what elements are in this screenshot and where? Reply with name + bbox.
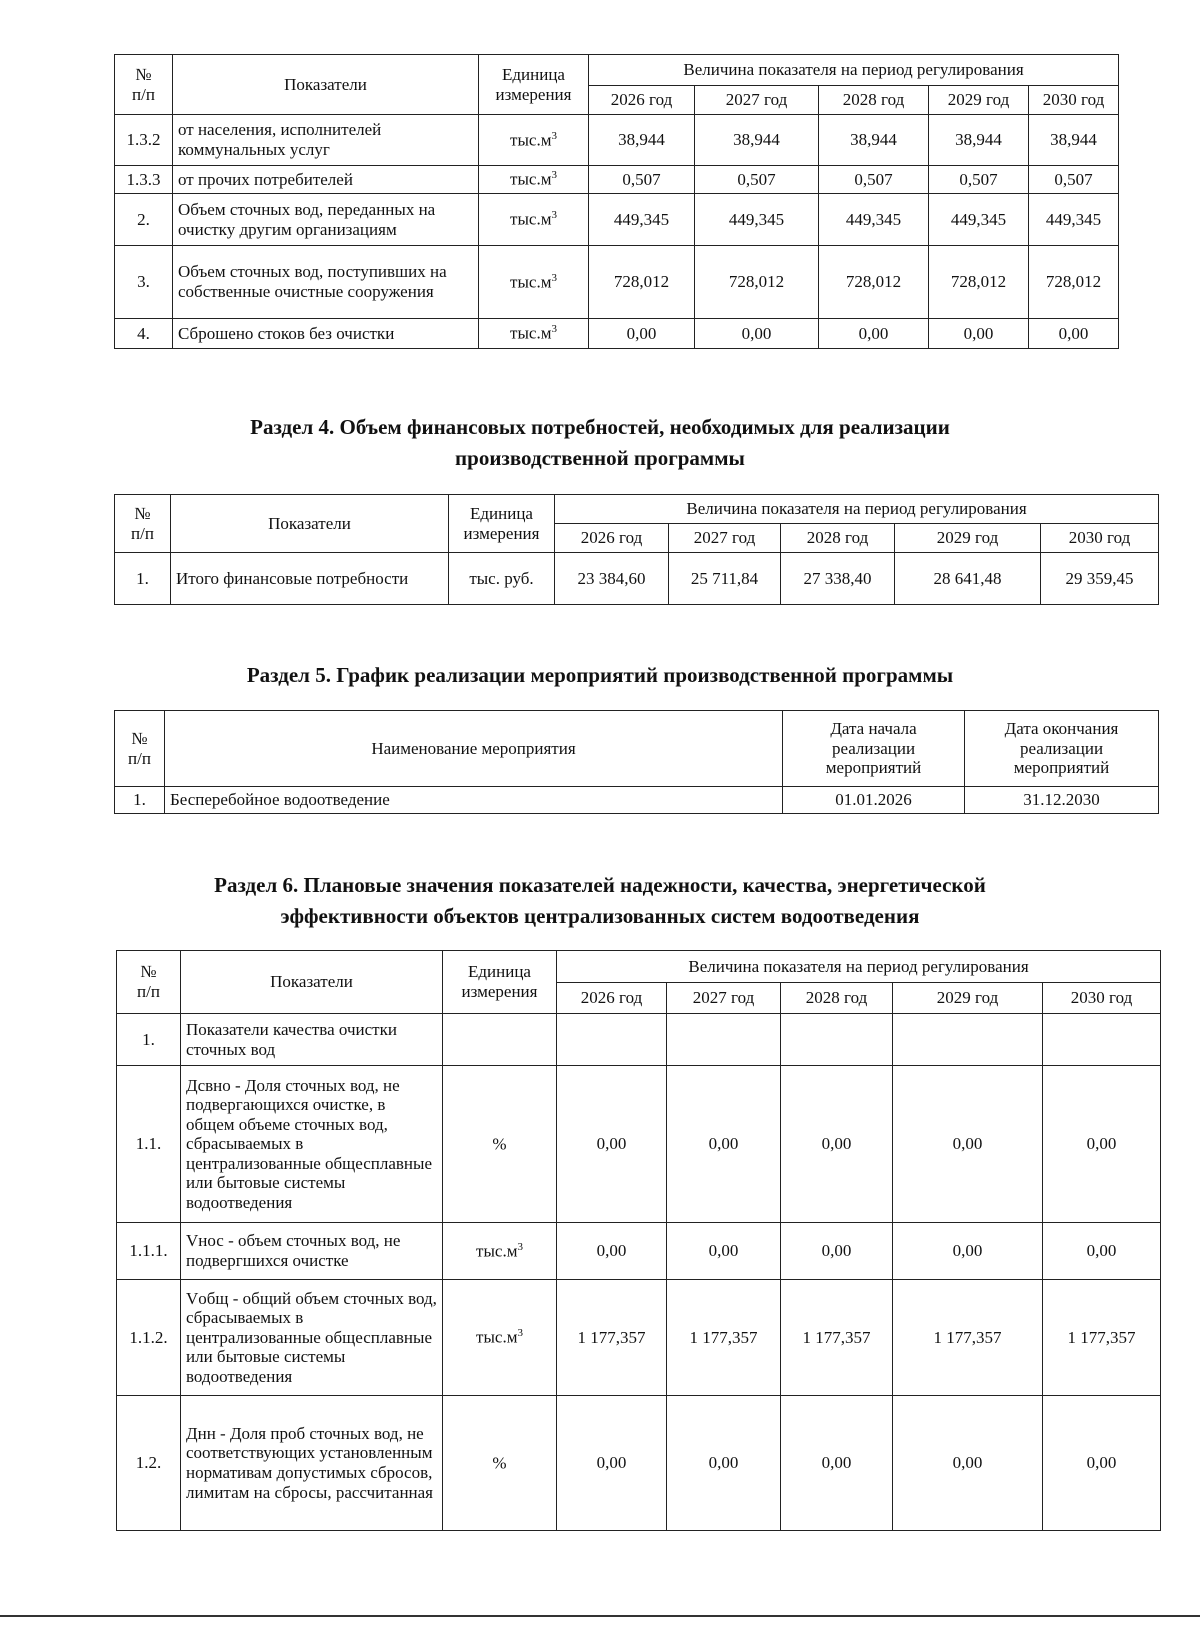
header-indicator: Показатели xyxy=(173,55,479,115)
section-5-title-line: Раздел 5. График реализации мероприятий производственной программы xyxy=(246,663,954,687)
row-value: 0,00 xyxy=(1043,1396,1161,1531)
row-name: от населения, исполнителей коммунальных услуг xyxy=(173,115,479,166)
row-num: 1.1.2. xyxy=(117,1280,181,1396)
table-row xyxy=(117,1280,1161,1396)
row-value: 1 177,357 xyxy=(1043,1280,1161,1396)
header-year: 2029 год xyxy=(895,524,1041,553)
row-name: Днн - Доля проб сточных вод, не соответствующих установленным нормативам допустимых сбросов, лимитам на сбросы, рассчитанная xyxy=(181,1396,443,1531)
row-value: 0,00 xyxy=(667,1396,781,1531)
row-name: Vобщ - общий объем сточных вод, сбрасываемых в централизованные общесплавные или бытовые системы водоотведения xyxy=(181,1280,443,1396)
header-indicator: Показатели xyxy=(181,951,443,1014)
row-num: 3. xyxy=(115,246,173,319)
row-value: 449,345 xyxy=(819,194,929,246)
row-unit: $тыс.м^3$ xyxy=(479,319,589,349)
table-row xyxy=(115,319,1119,349)
row-value: 0,00 xyxy=(695,319,819,349)
table-row xyxy=(115,166,1119,194)
header-num: № п/п xyxy=(115,711,165,787)
row-unit: % xyxy=(443,1396,557,1531)
row-value xyxy=(557,1014,667,1066)
header-year: 2028 год xyxy=(819,86,929,115)
row-value: 728,012 xyxy=(929,246,1029,319)
row-num: 4. xyxy=(115,319,173,349)
table-row xyxy=(115,194,1119,246)
row-value: 0,00 xyxy=(929,319,1029,349)
row-unit: $тыс.м^3$ xyxy=(479,246,589,319)
row-value xyxy=(893,1014,1043,1066)
header-period: Величина показателя на период регулирования xyxy=(555,495,1159,524)
table-row xyxy=(117,1396,1161,1531)
row-value: 28 641,48 xyxy=(895,553,1041,605)
row-name: Показатели качества очистки сточных вод xyxy=(181,1014,443,1066)
row-num: 1.1. xyxy=(117,1066,181,1223)
row-unit: $тыс.м^3$ xyxy=(443,1223,557,1280)
table-schedule xyxy=(114,710,1159,814)
table-row xyxy=(115,115,1119,166)
row-value: 0,507 xyxy=(929,166,1029,194)
row-name: Vнос - объем сточных вод, не подвергшихся очистке xyxy=(181,1223,443,1280)
row-start-date: 01.01.2026 xyxy=(783,787,965,814)
section-4-title xyxy=(0,412,1200,474)
section-4-title-line1: Раздел 4. Объем финансовых потребностей, необходимых для реализации xyxy=(250,415,950,439)
header-unit: Единица измерения xyxy=(449,495,555,553)
row-value: 38,944 xyxy=(589,115,695,166)
row-value: 0,00 xyxy=(557,1223,667,1280)
row-value: 38,944 xyxy=(1029,115,1119,166)
header-num: № п/п xyxy=(115,55,173,115)
row-num: 1. xyxy=(117,1014,181,1066)
row-num: 2. xyxy=(115,194,173,246)
row-value: 0,00 xyxy=(667,1223,781,1280)
header-year: 2030 год xyxy=(1043,983,1161,1014)
row-num: 1.3.2 xyxy=(115,115,173,166)
table-quality-indicators xyxy=(116,950,1161,1531)
table-row xyxy=(115,553,1159,605)
row-value xyxy=(667,1014,781,1066)
row-value: 38,944 xyxy=(929,115,1029,166)
row-value: 0,00 xyxy=(1043,1066,1161,1223)
row-value: 0,00 xyxy=(1029,319,1119,349)
row-value: 1 177,357 xyxy=(781,1280,893,1396)
row-value: 23 384,60 xyxy=(555,553,669,605)
row-value: 728,012 xyxy=(695,246,819,319)
row-value: 0,00 xyxy=(819,319,929,349)
header-year: 2028 год xyxy=(781,983,893,1014)
row-value: 25 711,84 xyxy=(669,553,781,605)
header-start-date: Дата начала реализации мероприятий xyxy=(783,711,965,787)
header-year: 2028 год xyxy=(781,524,895,553)
section-5-title xyxy=(0,660,1200,691)
row-value: 0,507 xyxy=(695,166,819,194)
header-period: Величина показателя на период регулирования xyxy=(557,951,1161,983)
table-row xyxy=(117,1014,1161,1066)
row-num: 1.2. xyxy=(117,1396,181,1531)
row-value: 728,012 xyxy=(589,246,695,319)
row-value: 0,00 xyxy=(781,1066,893,1223)
row-num: 1.1.1. xyxy=(117,1223,181,1280)
header-unit: Единица измерения xyxy=(443,951,557,1014)
table-row xyxy=(117,1223,1161,1280)
row-value: 0,00 xyxy=(893,1066,1043,1223)
row-value: 38,944 xyxy=(695,115,819,166)
row-name: Итого финансовые потребности xyxy=(171,553,449,605)
header-num: № п/п xyxy=(117,951,181,1014)
row-unit: $тыс.м^3$ xyxy=(479,115,589,166)
row-name: Сброшено стоков без очистки xyxy=(173,319,479,349)
row-unit: $тыс.м^3$ xyxy=(479,166,589,194)
row-value: 449,345 xyxy=(695,194,819,246)
row-name: Дсвно - Доля сточных вод, не подвергающихся очистке, в общем объеме сточных вод, сбрасываемых в централизованные общесплавные или бытовые системы водоотведения xyxy=(181,1066,443,1223)
row-unit: $тыс.м^3$ xyxy=(479,194,589,246)
row-num: 1. xyxy=(115,553,171,605)
row-value: 728,012 xyxy=(819,246,929,319)
row-value: 0,00 xyxy=(1043,1223,1161,1280)
row-value: 449,345 xyxy=(1029,194,1119,246)
table-row xyxy=(117,1066,1161,1223)
row-value: 728,012 xyxy=(1029,246,1119,319)
row-value: 0,00 xyxy=(557,1396,667,1531)
row-unit: тыс. руб. xyxy=(449,553,555,605)
row-value: 0,507 xyxy=(1029,166,1119,194)
header-period: Величина показателя на период регулирования xyxy=(589,55,1119,86)
row-value: 0,00 xyxy=(781,1223,893,1280)
header-year: 2026 год xyxy=(589,86,695,115)
row-value: 0,507 xyxy=(589,166,695,194)
table-row xyxy=(115,787,1159,814)
header-year: 2030 год xyxy=(1029,86,1119,115)
row-value: 449,345 xyxy=(929,194,1029,246)
row-value: 0,00 xyxy=(781,1396,893,1531)
row-name: Объем сточных вод, переданных на очистку другим организациям xyxy=(173,194,479,246)
row-value: 0,00 xyxy=(589,319,695,349)
header-year: 2027 год xyxy=(669,524,781,553)
row-value xyxy=(781,1014,893,1066)
row-value: 1 177,357 xyxy=(893,1280,1043,1396)
header-year: 2027 год xyxy=(667,983,781,1014)
row-num: 1. xyxy=(115,787,165,814)
row-unit: % xyxy=(443,1066,557,1223)
table-row xyxy=(115,246,1119,319)
table-water-volumes xyxy=(114,54,1119,349)
row-name: Объем сточных вод, поступивших на собственные очистные сооружения xyxy=(173,246,479,319)
page-bottom-rule xyxy=(0,1615,1200,1617)
row-value: 1 177,357 xyxy=(667,1280,781,1396)
row-name: Бесперебойное водоотведение xyxy=(165,787,783,814)
header-indicator: Показатели xyxy=(171,495,449,553)
row-value: 449,345 xyxy=(589,194,695,246)
row-num: 1.3.3 xyxy=(115,166,173,194)
row-value: 0,00 xyxy=(893,1396,1043,1531)
header-unit: Единица измерения xyxy=(479,55,589,115)
header-year: 2030 год xyxy=(1041,524,1159,553)
section-6-title-line1: Раздел 6. Плановые значения показателей надежности, качества, энергетической xyxy=(214,873,986,897)
row-value: 29 359,45 xyxy=(1041,553,1159,605)
section-6-title-line2: эффективности объектов централизованных систем водоотведения xyxy=(280,904,920,928)
header-year: 2029 год xyxy=(893,983,1043,1014)
row-name: от прочих потребителей xyxy=(173,166,479,194)
header-activity-name: Наименование мероприятия xyxy=(165,711,783,787)
row-value: 0,00 xyxy=(667,1066,781,1223)
header-year: 2026 год xyxy=(555,524,669,553)
section-4-title-line2: производственной программы xyxy=(455,446,745,470)
table-financial-needs xyxy=(114,494,1159,605)
header-year: 2027 год xyxy=(695,86,819,115)
row-unit xyxy=(443,1014,557,1066)
section-6-title xyxy=(0,870,1200,932)
row-value: 0,00 xyxy=(893,1223,1043,1280)
header-year: 2026 год xyxy=(557,983,667,1014)
row-value: 0,00 xyxy=(557,1066,667,1223)
row-value: 27 338,40 xyxy=(781,553,895,605)
row-unit: $тыс.м^3$ xyxy=(443,1280,557,1396)
row-value: 1 177,357 xyxy=(557,1280,667,1396)
row-value: 38,944 xyxy=(819,115,929,166)
row-value xyxy=(1043,1014,1161,1066)
header-end-date: Дата окончания реализации мероприятий xyxy=(965,711,1159,787)
row-value: 0,507 xyxy=(819,166,929,194)
row-end-date: 31.12.2030 xyxy=(965,787,1159,814)
header-year: 2029 год xyxy=(929,86,1029,115)
header-num: № п/п xyxy=(115,495,171,553)
